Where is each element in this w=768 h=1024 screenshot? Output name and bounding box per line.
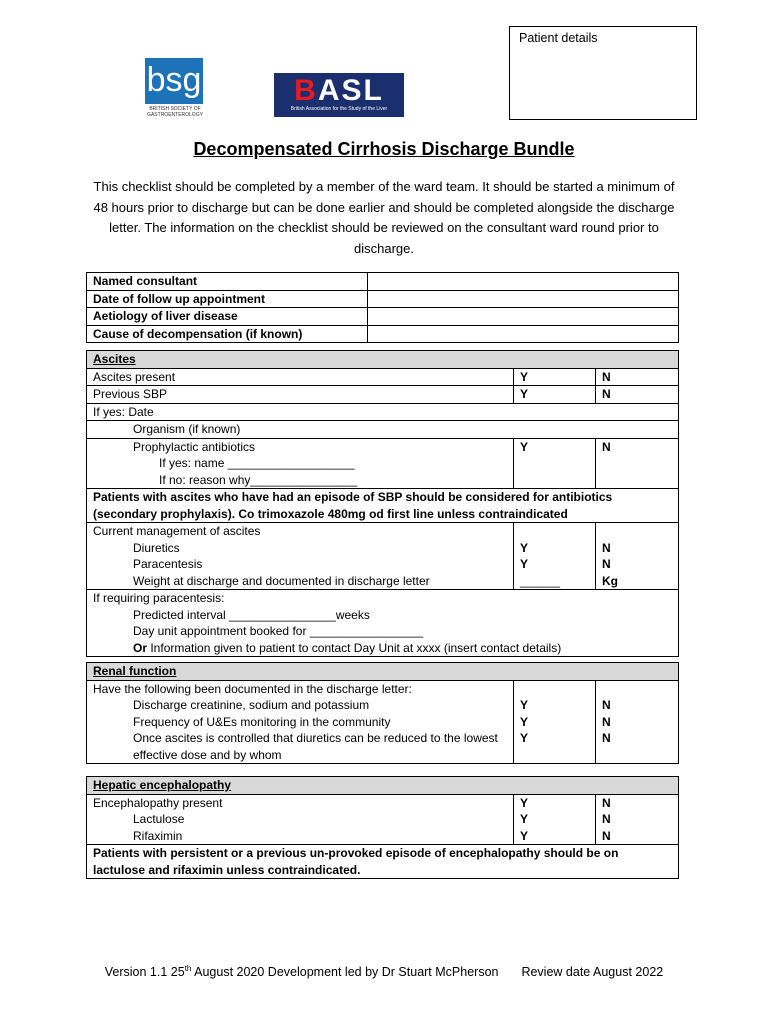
creatinine-yes[interactable]: Y <box>520 698 529 712</box>
management-no-cell[interactable] <box>596 523 679 590</box>
basl-logo-text: British Association for the Study of the Liver <box>290 106 388 112</box>
current-management-label: Current management of ascites <box>93 524 261 538</box>
intro-paragraph: This checklist should be completed by a member of the ward team. It should be started a minimum of 48 hours prior to discharge but can be done earlier and should be completed alongside the discharge letter. The information on the checklist should be reviewed on the consultant ward round prior to discharge. <box>93 179 675 256</box>
hepatic-header: Hepatic encephalopathy <box>87 777 679 795</box>
diuretic-reduction-no[interactable]: N <box>602 731 611 745</box>
day-unit-contact-info: Or Information given to patient to contact Day Unit at xxxx (insert contact details) <box>133 640 562 655</box>
aetiology-field[interactable] <box>368 308 679 326</box>
rifaximin-label: Rifaximin <box>133 828 183 843</box>
page-footer <box>0 964 768 979</box>
encephalopathy-items-cell <box>87 794 514 845</box>
antibiotic-name-field[interactable]: If yes: name ___________________ <box>159 456 355 470</box>
renal-table <box>86 662 679 764</box>
table-row <box>87 421 679 439</box>
encephalopathy-present-label: Encephalopathy present <box>93 795 223 810</box>
sbp-guidance-note: Patients with ascites who have had an episode of SBP should be considered for antibiotics (secondary prophylaxis). Co trimoxazole 480mg od first line unless contraindicated <box>87 489 679 523</box>
prophylactic-antibiotics-no[interactable]: N <box>596 438 679 489</box>
lactulose-no[interactable]: N <box>602 812 611 826</box>
follow-up-date-label: Date of follow up appointment <box>87 290 368 308</box>
renal-yes-cell[interactable] <box>514 680 596 764</box>
hepatic-yes-cell[interactable] <box>514 794 596 845</box>
weight-field[interactable]: ______ <box>520 573 561 588</box>
sbp-date-field[interactable]: If yes: Date <box>87 403 679 421</box>
paracentesis-label: Paracentesis <box>133 557 203 571</box>
table-row <box>87 308 679 326</box>
table-row <box>87 590 679 657</box>
weight-unit: Kg <box>602 573 618 588</box>
encephalopathy-guidance-note: Patients with persistent or a previous un-provoked episode of encephalopathy should be on lactulose and rifaximin unless contraindicated. <box>87 845 679 879</box>
previous-sbp-yes[interactable]: Y <box>514 386 596 404</box>
paracentesis-yes[interactable]: Y <box>520 557 529 571</box>
ue-frequency-yes[interactable]: Y <box>520 714 529 729</box>
bsg-logo-mark: bsg <box>145 58 203 104</box>
version-text: Version 1.1 25th August 2020 Development led by Dr Stuart McPherson <box>104 964 499 980</box>
creatinine-no[interactable]: N <box>602 698 611 712</box>
prophylactic-antibiotics-yes[interactable]: Y <box>514 438 596 489</box>
diuretics-yes[interactable]: Y <box>520 540 529 555</box>
table-row <box>87 794 679 845</box>
diuretics-label: Diuretics <box>133 540 180 555</box>
table-row <box>87 290 679 308</box>
basl-logo <box>274 73 404 117</box>
follow-up-date-field[interactable] <box>368 290 679 308</box>
paracentesis-plan-cell <box>87 590 679 657</box>
table-row <box>87 845 679 879</box>
predicted-interval-field[interactable]: Predicted interval ________________weeks <box>133 607 370 622</box>
paracentesis-no[interactable]: N <box>602 557 611 571</box>
named-consultant-label: Named consultant <box>87 273 368 291</box>
management-yes-cell[interactable] <box>514 523 596 590</box>
ue-frequency-no[interactable]: N <box>602 714 611 729</box>
bsg-logo-text: BRITISH SOCIETY OF GASTROENTEROLOGY <box>147 106 203 118</box>
renal-header: Renal function <box>87 663 679 681</box>
table-row <box>87 273 679 291</box>
prophylactic-antibiotics-label: Prophylactic antibiotics <box>133 439 256 454</box>
lactulose-yes[interactable]: Y <box>520 812 529 826</box>
basl-logo-mark: BASL <box>294 74 384 107</box>
current-management-cell <box>87 523 514 590</box>
bsg-logo <box>143 58 207 122</box>
document-title: Decompensated Cirrhosis Discharge Bundle <box>193 139 575 159</box>
patient-details-label: Patient details <box>519 31 598 45</box>
cause-decompensation-field[interactable] <box>368 325 679 343</box>
documented-label: Have the following been documented in the discharge letter: <box>93 681 412 696</box>
encephalopathy-present-yes[interactable]: Y <box>520 795 529 810</box>
ascites-table <box>86 350 679 657</box>
ascites-header: Ascites <box>87 351 679 369</box>
table-row <box>87 325 679 343</box>
table-row <box>87 438 679 489</box>
table-row <box>87 489 679 523</box>
renal-no-cell[interactable] <box>596 680 679 764</box>
table-row <box>87 523 679 590</box>
renal-items-cell <box>87 680 514 764</box>
day-unit-appointment-field[interactable]: Day unit appointment booked for _________________ <box>133 624 424 638</box>
ue-frequency-label: Frequency of U&Es monitoring in the community <box>133 714 391 729</box>
hepatic-table <box>86 776 679 879</box>
ascites-present-no[interactable]: N <box>596 368 679 386</box>
ascites-present-label: Ascites present <box>87 368 514 386</box>
table-row <box>87 386 679 404</box>
diuretic-reduction-label: Once ascites is controlled that diuretics can be reduced to the lowest effective dose and by whom <box>133 731 498 762</box>
table-row <box>87 368 679 386</box>
ascites-present-yes[interactable]: Y <box>514 368 596 386</box>
previous-sbp-no[interactable]: N <box>596 386 679 404</box>
diuretic-reduction-yes[interactable]: Y <box>520 731 529 745</box>
aetiology-label: Aetiology of liver disease <box>87 308 368 326</box>
prophylactic-antibiotics-cell[interactable] <box>87 438 514 489</box>
diuretics-no[interactable]: N <box>602 540 611 555</box>
hepatic-no-cell[interactable] <box>596 794 679 845</box>
creatinine-label: Discharge creatinine, sodium and potassium <box>133 698 370 712</box>
organism-field[interactable]: Organism (if known) <box>87 421 679 439</box>
weight-label: Weight at discharge and documented in discharge letter <box>133 573 430 588</box>
rifaximin-no[interactable]: N <box>602 828 611 843</box>
no-antibiotic-reason-field[interactable]: If no: reason why________________ <box>159 472 358 487</box>
lactulose-label: Lactulose <box>133 812 185 826</box>
previous-sbp-label: Previous SBP <box>87 386 514 404</box>
table-row <box>87 680 679 764</box>
rifaximin-yes[interactable]: Y <box>520 828 529 843</box>
details-table <box>86 272 679 343</box>
if-requiring-paracentesis-label: If requiring paracentesis: <box>93 591 225 605</box>
review-date-text: Review date August 2022 <box>521 965 664 980</box>
patient-details-box[interactable] <box>509 26 697 120</box>
cause-decompensation-label: Cause of decompensation (if known) <box>87 325 368 343</box>
named-consultant-field[interactable] <box>368 273 679 291</box>
encephalopathy-present-no[interactable]: N <box>602 795 611 810</box>
table-row <box>87 403 679 421</box>
